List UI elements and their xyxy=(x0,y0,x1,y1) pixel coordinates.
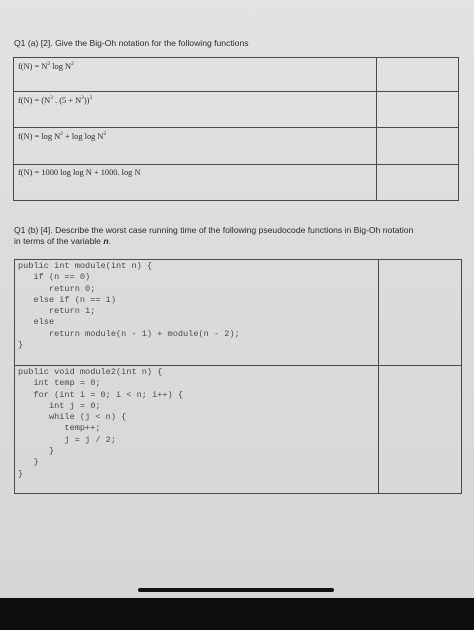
table-row xyxy=(14,58,459,92)
table-row xyxy=(15,260,462,366)
q1b-heading-line2: in terms of the variable n. xyxy=(14,236,111,246)
function-cell xyxy=(14,165,377,201)
table-row xyxy=(14,128,459,165)
function-text: f(N) = 1000 log log N + 1000. log N xyxy=(18,168,141,177)
answer-cell[interactable] xyxy=(377,128,459,165)
answer-cell[interactable] xyxy=(379,366,462,494)
q1b-answer-table xyxy=(14,259,462,494)
table-row xyxy=(14,92,459,128)
answer-cell[interactable] xyxy=(379,260,462,366)
table-row xyxy=(14,165,459,201)
home-indicator[interactable] xyxy=(138,588,334,592)
function-cell xyxy=(14,92,377,128)
code-module2: public void module2(int n) { int temp = 0; for (int i = 0; i < n; i++) { int j = 0; while (j < n) { temp++; j = j / 2; } } } xyxy=(18,367,184,479)
code-module: public int module(int n) { if (n == 0) return 0; else if (n == 1) return 1; else return module(n - 1) + module(n - 2); } xyxy=(18,261,240,351)
answer-cell[interactable] xyxy=(377,58,459,92)
function-text: $f(N) = \log N^2 + \log \log N^2$ xyxy=(18,131,107,141)
q1b-heading xyxy=(14,225,413,247)
table-row xyxy=(15,366,462,494)
code-cell xyxy=(15,260,379,366)
bottom-bar xyxy=(0,598,474,630)
code-cell xyxy=(15,366,379,494)
answer-cell[interactable] xyxy=(377,92,459,128)
q1a-heading: Q1 (a) [2]. Give the Big-Oh notation for the following functions xyxy=(14,38,249,48)
function-text: $f(N) = N^2$ $\log N^2$ xyxy=(18,61,74,71)
function-text: $f(N) = (N^3$ . $(5 + N^2))^3$ xyxy=(18,95,93,105)
answer-cell[interactable] xyxy=(377,165,459,201)
q1a-answer-table xyxy=(13,57,459,201)
q1b-heading-line1: Q1 (b) [4]. Describe the worst case running time of the following pseudocode functions in Big-Oh notation xyxy=(14,225,414,235)
function-cell xyxy=(14,58,377,92)
function-cell xyxy=(14,128,377,165)
